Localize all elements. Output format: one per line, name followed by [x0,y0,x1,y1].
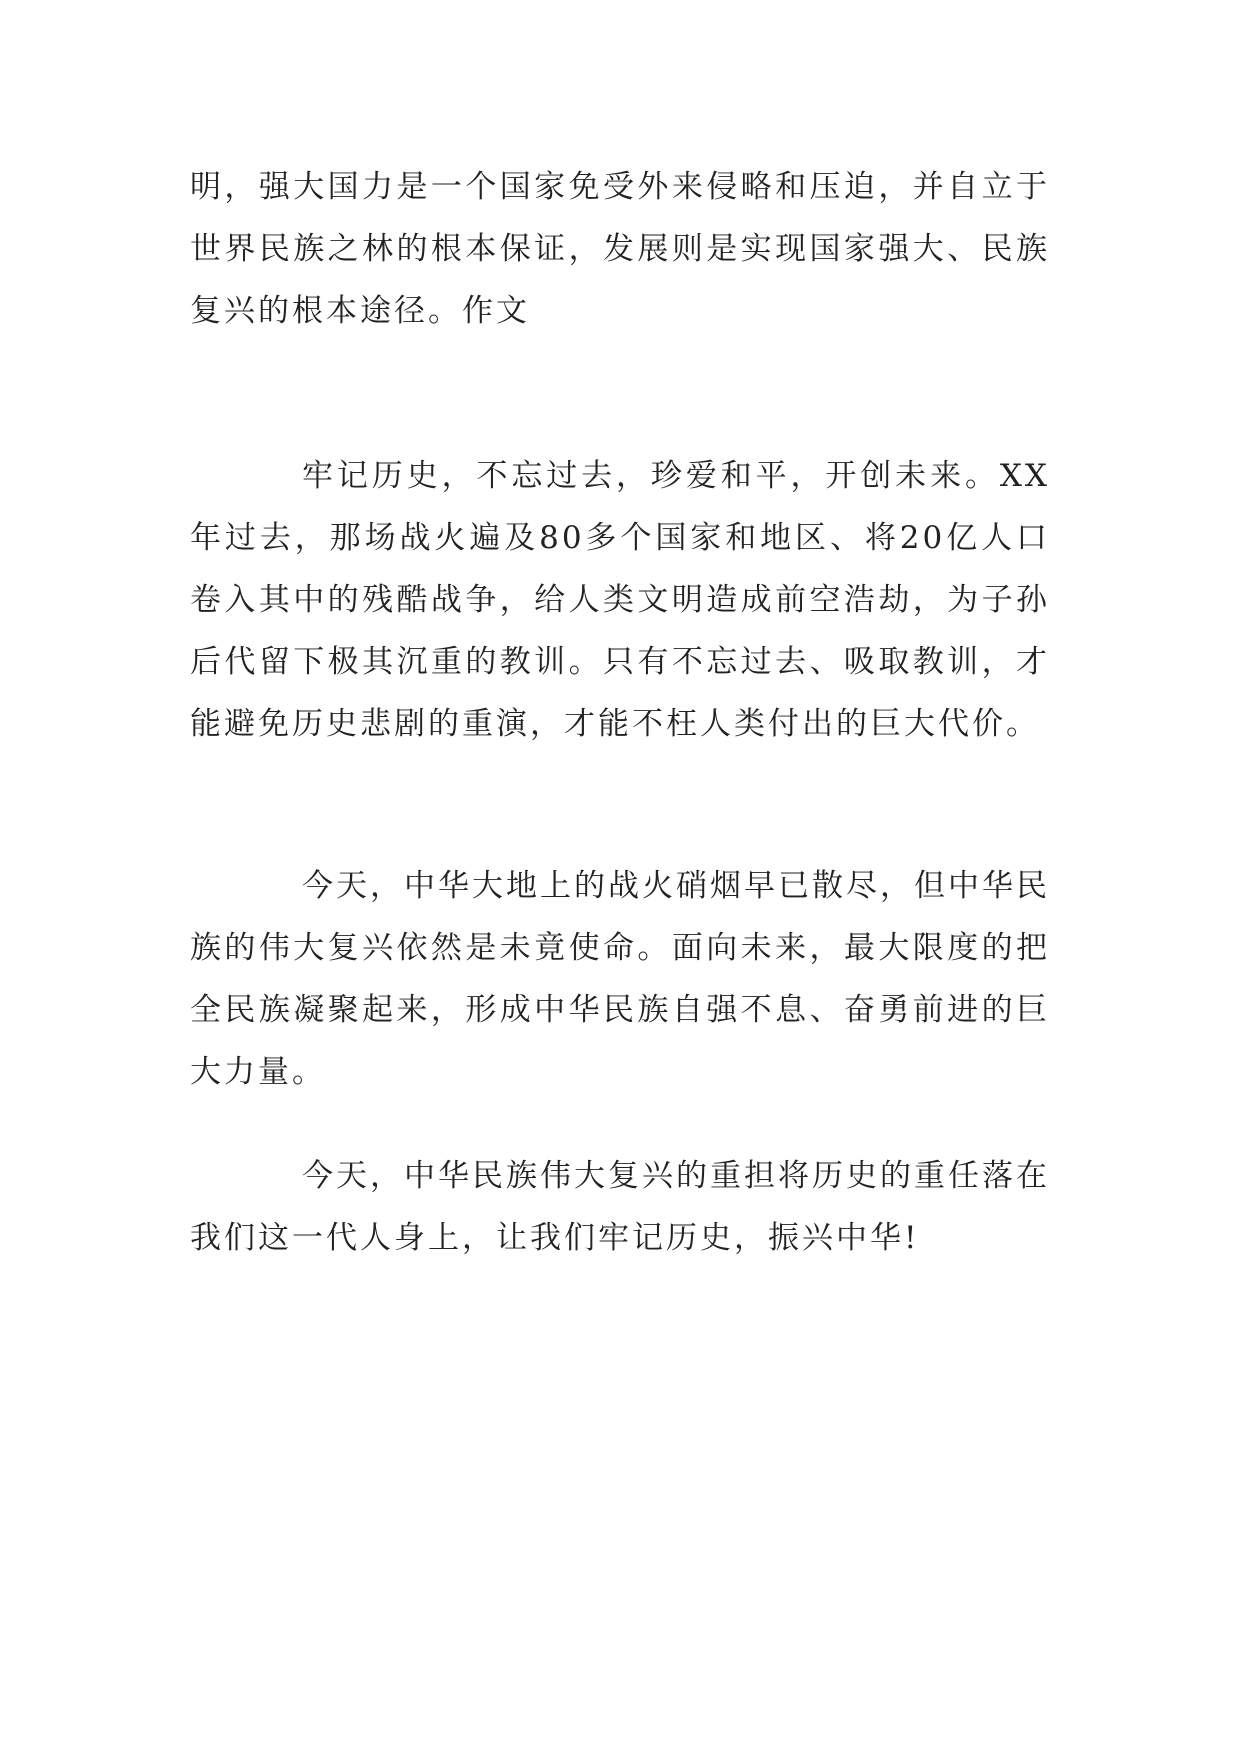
paragraph-remember-history: 牢记历史，不忘过去，珍爱和平，开创未来。XX年过去，那场战火遍及80多个国家和地区、将20亿人口卷入其中的残酷战争，给人类文明造成前空浩劫，为子孙后代留下极其沉重的教训。只有不忘过去、吸取教训，才能避免历史悲剧的重演，才能不枉人类付出的巨大代价。 [190,458,1050,742]
paragraph-national-rejuvenation: 今天，中华大地上的战火硝烟早已散尽，但中华民族的伟大复兴依然是未竟使命。面向未来，最大限度的把全民族凝聚起来，形成中华民族自强不息、奋勇前进的巨大力量。 [190,868,1050,1090]
paragraph-closing: 今天，中华民族伟大复兴的重担将历史的重任落在我们这一代人身上，让我们牢记历史，振兴中华! [190,1158,1050,1256]
paragraph-continuation: 明，强大国力是一个国家免受外来侵略和压迫，并自立于世界民族之林的根本保证，发展则是实现国家强大、民族复兴的根本途径。作文 [190,169,1050,329]
